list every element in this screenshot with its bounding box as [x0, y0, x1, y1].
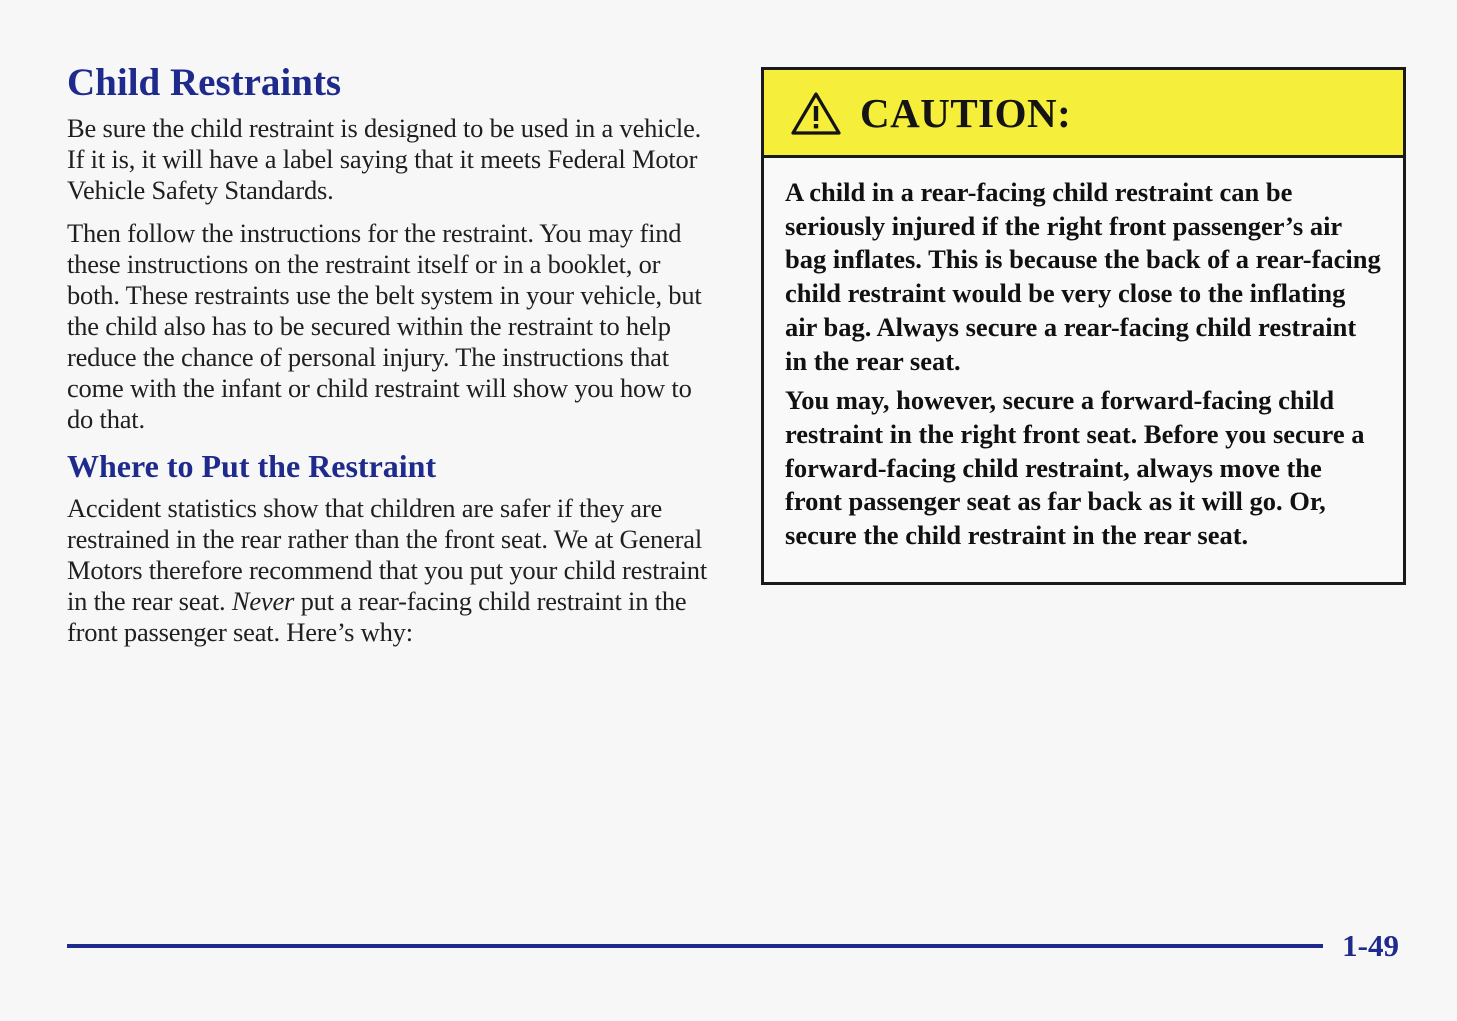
section-heading: Where to Put the Restraint [67, 447, 437, 484]
caution-body [764, 158, 1403, 553]
left-column [67, 60, 717, 660]
placement-emphasis: Never [231, 586, 295, 617]
footer-rule [67, 944, 1323, 948]
caution-box [761, 67, 1406, 585]
placement-paragraph [67, 493, 717, 648]
caution-header [764, 70, 1403, 158]
page-title: Child Restraints [67, 61, 342, 104]
placement-text-end: put a rear-facing child restraint in the front passenger seat. Here’s why: [67, 586, 687, 648]
instructions-paragraph: Then follow the instructions for the restraint. You may find these instructions on the restraint itself or in a booklet, or both. These restraints use the belt system in your vehicle, but the child also has to be secured within the restraint to help reduce the chance of personal injury. The instructions that come with the infant or child restraint will show you how to do that. [67, 217, 702, 434]
page-number: 1-49 [1342, 928, 1399, 963]
caution-paragraph-2: You may, however, secure a forward-facing child restraint in the right front seat. Before you secure a forward-facing child restraint, always move the front passenger seat as far back as it will go. Or, secure the child restraint in the rear seat. [785, 385, 1365, 551]
warning-triangle-icon [790, 90, 842, 136]
caution-paragraph-1: A child in a rear-facing child restraint can be seriously injured if the right front passenger’s air bag inflates. This is because the back of a rear-facing child restraint would be very close to the inflating air bag. Always secure a rear-facing child restraint in the rear seat. [785, 177, 1381, 376]
placement-text-start: Accident statistics show that children are safer if they are restrained in the rear rather than the front seat. We at General Motors therefore recommend that you put your child restraint in the rear seat. [67, 493, 708, 617]
caution-title: CAUTION: [860, 89, 1072, 136]
intro-paragraph: Be sure the child restraint is designed to be used in a vehicle. If it is, it will have a label saying that it meets Federal Motor Vehicle Safety Standards. [67, 112, 702, 205]
